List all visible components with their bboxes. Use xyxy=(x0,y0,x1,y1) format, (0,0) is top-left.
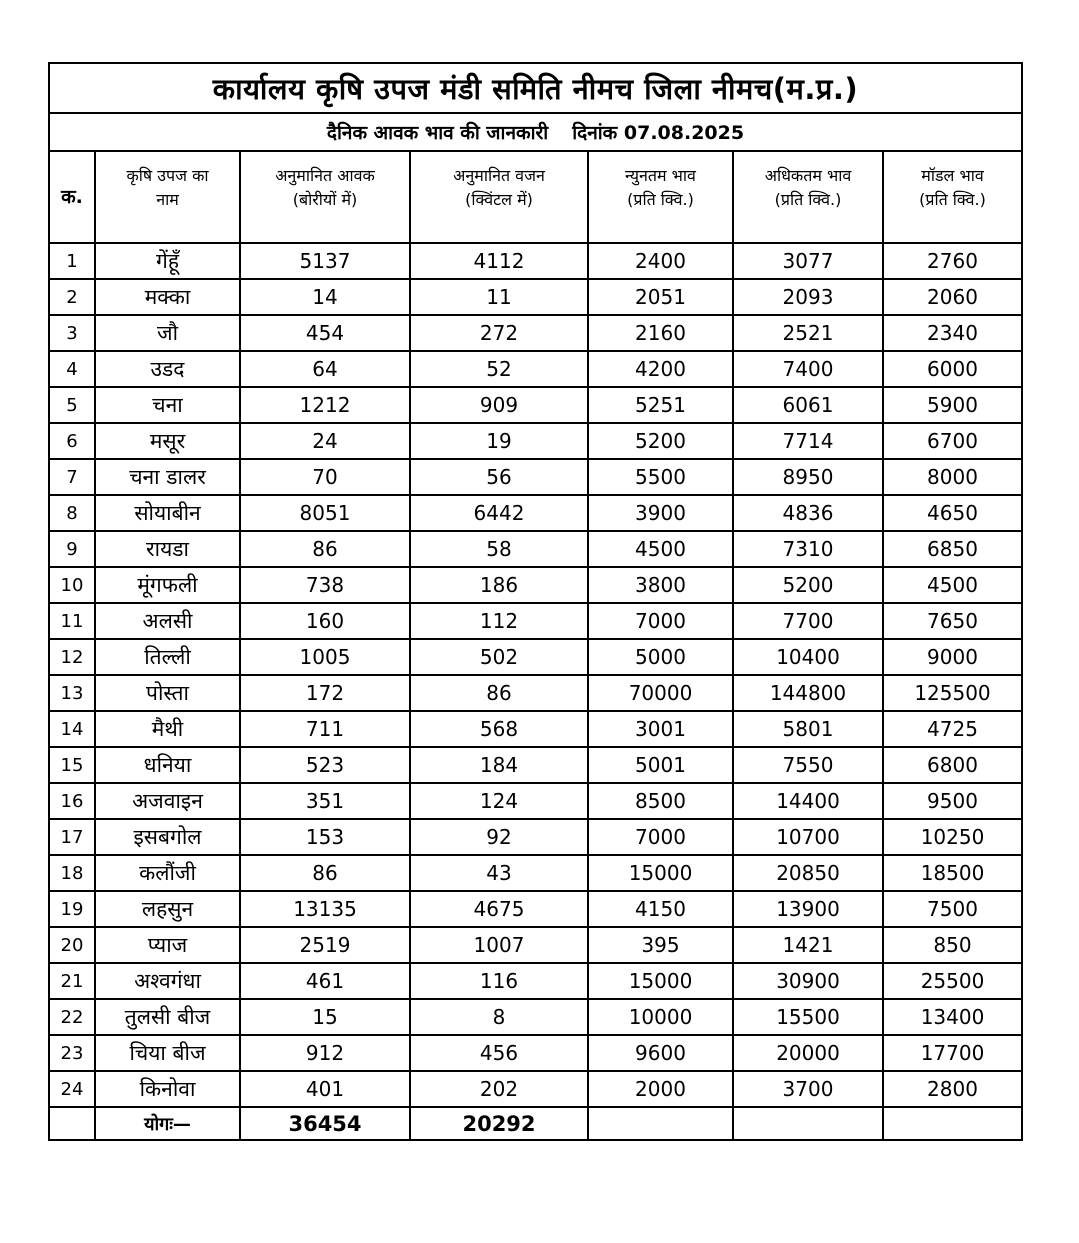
arrival-cell: 912 xyxy=(240,1035,410,1071)
min-price-cell: 5200 xyxy=(588,423,733,459)
header-serial: क. xyxy=(49,151,95,243)
modal-price-cell: 6850 xyxy=(883,531,1022,567)
crop-name-cell: रायडा xyxy=(95,531,240,567)
serial-cell: 10 xyxy=(49,567,95,603)
table-body xyxy=(49,243,1022,1107)
office-title: कार्यालय कृषि उपज मंडी समिति नीमच जिला नीमच(म.प्र.) xyxy=(49,63,1022,113)
header-modal-price: मॉडल भाव (प्रति क्वि.) xyxy=(883,151,1022,243)
table-row xyxy=(49,963,1022,999)
mandi-rate-sheet xyxy=(48,62,1021,1141)
max-price-cell: 7310 xyxy=(733,531,883,567)
arrival-cell: 160 xyxy=(240,603,410,639)
modal-price-cell: 4500 xyxy=(883,567,1022,603)
min-price-cell: 2160 xyxy=(588,315,733,351)
weight-cell: 112 xyxy=(410,603,588,639)
arrival-cell: 14 xyxy=(240,279,410,315)
arrival-cell: 351 xyxy=(240,783,410,819)
modal-price-cell: 4650 xyxy=(883,495,1022,531)
max-price-cell: 1421 xyxy=(733,927,883,963)
min-price-cell: 3800 xyxy=(588,567,733,603)
arrival-cell: 5137 xyxy=(240,243,410,279)
table-row xyxy=(49,603,1022,639)
crop-name-cell: चना xyxy=(95,387,240,423)
max-price-cell: 14400 xyxy=(733,783,883,819)
weight-cell: 456 xyxy=(410,1035,588,1071)
arrival-cell: 86 xyxy=(240,855,410,891)
weight-cell: 186 xyxy=(410,567,588,603)
weight-cell: 116 xyxy=(410,963,588,999)
crop-name-cell: अलसी xyxy=(95,603,240,639)
max-price-cell: 7700 xyxy=(733,603,883,639)
serial-cell: 14 xyxy=(49,711,95,747)
weight-cell: 8 xyxy=(410,999,588,1035)
weight-cell: 11 xyxy=(410,279,588,315)
table-row xyxy=(49,711,1022,747)
crop-name-cell: इसबगोल xyxy=(95,819,240,855)
crop-name-cell: पोस्ता xyxy=(95,675,240,711)
weight-cell: 202 xyxy=(410,1071,588,1107)
weight-cell: 909 xyxy=(410,387,588,423)
serial-cell: 18 xyxy=(49,855,95,891)
arrival-cell: 2519 xyxy=(240,927,410,963)
modal-price-cell: 5900 xyxy=(883,387,1022,423)
crop-name-cell: तिल्ली xyxy=(95,639,240,675)
table-row xyxy=(49,531,1022,567)
crop-name-cell: चना डालर xyxy=(95,459,240,495)
modal-price-cell: 6000 xyxy=(883,351,1022,387)
crop-name-cell: उडद xyxy=(95,351,240,387)
total-arrival: 36454 xyxy=(240,1107,410,1140)
min-price-cell: 70000 xyxy=(588,675,733,711)
arrival-cell: 70 xyxy=(240,459,410,495)
modal-price-cell: 17700 xyxy=(883,1035,1022,1071)
weight-cell: 6442 xyxy=(410,495,588,531)
table-row xyxy=(49,1035,1022,1071)
modal-price-cell: 9500 xyxy=(883,783,1022,819)
max-price-cell: 2093 xyxy=(733,279,883,315)
table-row xyxy=(49,387,1022,423)
table-row xyxy=(49,855,1022,891)
min-price-cell: 5000 xyxy=(588,639,733,675)
modal-price-cell: 2340 xyxy=(883,315,1022,351)
min-price-cell: 7000 xyxy=(588,819,733,855)
arrival-cell: 86 xyxy=(240,531,410,567)
arrival-cell: 711 xyxy=(240,711,410,747)
arrival-cell: 153 xyxy=(240,819,410,855)
rate-table xyxy=(48,62,1023,1141)
serial-cell: 22 xyxy=(49,999,95,1035)
total-label: योगः— xyxy=(95,1107,240,1140)
modal-price-cell: 13400 xyxy=(883,999,1022,1035)
min-price-cell: 15000 xyxy=(588,855,733,891)
table-row xyxy=(49,459,1022,495)
serial-cell: 7 xyxy=(49,459,95,495)
arrival-cell: 15 xyxy=(240,999,410,1035)
serial-cell: 9 xyxy=(49,531,95,567)
max-price-cell: 13900 xyxy=(733,891,883,927)
crop-name-cell: मसूर xyxy=(95,423,240,459)
modal-price-cell: 4725 xyxy=(883,711,1022,747)
max-price-cell: 20850 xyxy=(733,855,883,891)
min-price-cell: 10000 xyxy=(588,999,733,1035)
weight-cell: 52 xyxy=(410,351,588,387)
weight-cell: 4112 xyxy=(410,243,588,279)
crop-name-cell: अजवाइन xyxy=(95,783,240,819)
min-price-cell: 2051 xyxy=(588,279,733,315)
modal-price-cell: 7500 xyxy=(883,891,1022,927)
modal-price-cell: 6700 xyxy=(883,423,1022,459)
serial-cell: 20 xyxy=(49,927,95,963)
report-label: दैनिक आवक भाव की जानकारी xyxy=(326,122,549,144)
weight-cell: 58 xyxy=(410,531,588,567)
serial-cell: 11 xyxy=(49,603,95,639)
max-price-cell: 7400 xyxy=(733,351,883,387)
table-row xyxy=(49,927,1022,963)
min-price-cell: 7000 xyxy=(588,603,733,639)
min-price-cell: 9600 xyxy=(588,1035,733,1071)
arrival-cell: 1212 xyxy=(240,387,410,423)
crop-name-cell: मक्का xyxy=(95,279,240,315)
serial-cell: 2 xyxy=(49,279,95,315)
arrival-cell: 8051 xyxy=(240,495,410,531)
serial-cell: 1 xyxy=(49,243,95,279)
serial-cell: 16 xyxy=(49,783,95,819)
crop-name-cell: जौ xyxy=(95,315,240,351)
max-price-cell: 10700 xyxy=(733,819,883,855)
serial-cell: 19 xyxy=(49,891,95,927)
table-row xyxy=(49,243,1022,279)
min-price-cell: 3001 xyxy=(588,711,733,747)
table-row xyxy=(49,315,1022,351)
modal-price-cell: 2760 xyxy=(883,243,1022,279)
subtitle-row xyxy=(49,113,1022,151)
serial-cell: 8 xyxy=(49,495,95,531)
max-price-cell: 6061 xyxy=(733,387,883,423)
serial-cell: 15 xyxy=(49,747,95,783)
weight-cell: 272 xyxy=(410,315,588,351)
serial-cell: 6 xyxy=(49,423,95,459)
min-price-cell: 2400 xyxy=(588,243,733,279)
modal-price-cell: 6800 xyxy=(883,747,1022,783)
arrival-cell: 454 xyxy=(240,315,410,351)
serial-cell: 23 xyxy=(49,1035,95,1071)
modal-price-cell: 9000 xyxy=(883,639,1022,675)
serial-cell: 24 xyxy=(49,1071,95,1107)
report-subtitle xyxy=(49,113,1022,151)
modal-price-cell: 8000 xyxy=(883,459,1022,495)
crop-name-cell: धनिया xyxy=(95,747,240,783)
weight-cell: 568 xyxy=(410,711,588,747)
crop-name-cell: चिया बीज xyxy=(95,1035,240,1071)
table-row xyxy=(49,783,1022,819)
max-price-cell: 5200 xyxy=(733,567,883,603)
crop-name-cell: कलौंजी xyxy=(95,855,240,891)
weight-cell: 43 xyxy=(410,855,588,891)
serial-cell: 17 xyxy=(49,819,95,855)
crop-name-cell: तुलसी बीज xyxy=(95,999,240,1035)
max-price-cell: 4836 xyxy=(733,495,883,531)
min-price-cell: 5500 xyxy=(588,459,733,495)
table-row xyxy=(49,1071,1022,1107)
min-price-cell: 8500 xyxy=(588,783,733,819)
max-price-cell: 2521 xyxy=(733,315,883,351)
arrival-cell: 64 xyxy=(240,351,410,387)
serial-cell: 4 xyxy=(49,351,95,387)
serial-cell: 21 xyxy=(49,963,95,999)
table-row xyxy=(49,567,1022,603)
report-date: दिनांक 07.08.2025 xyxy=(572,122,745,144)
modal-price-cell: 25500 xyxy=(883,963,1022,999)
modal-price-cell: 125500 xyxy=(883,675,1022,711)
crop-name-cell: किनोवा xyxy=(95,1071,240,1107)
serial-cell: 3 xyxy=(49,315,95,351)
weight-cell: 502 xyxy=(410,639,588,675)
table-row xyxy=(49,747,1022,783)
arrival-cell: 738 xyxy=(240,567,410,603)
arrival-cell: 401 xyxy=(240,1071,410,1107)
weight-cell: 1007 xyxy=(410,927,588,963)
arrival-cell: 523 xyxy=(240,747,410,783)
table-row xyxy=(49,423,1022,459)
total-row xyxy=(49,1107,1022,1140)
serial-cell: 12 xyxy=(49,639,95,675)
arrival-cell: 1005 xyxy=(240,639,410,675)
table-row xyxy=(49,819,1022,855)
max-price-cell: 30900 xyxy=(733,963,883,999)
arrival-cell: 461 xyxy=(240,963,410,999)
max-price-cell: 144800 xyxy=(733,675,883,711)
crop-name-cell: मूंगफली xyxy=(95,567,240,603)
header-arrival: अनुमानित आवक (बोरीयों में) xyxy=(240,151,410,243)
crop-name-cell: मैथी xyxy=(95,711,240,747)
min-price-cell: 5251 xyxy=(588,387,733,423)
weight-cell: 184 xyxy=(410,747,588,783)
modal-price-cell: 10250 xyxy=(883,819,1022,855)
max-price-cell: 7550 xyxy=(733,747,883,783)
weight-cell: 56 xyxy=(410,459,588,495)
arrival-cell: 13135 xyxy=(240,891,410,927)
modal-price-cell: 850 xyxy=(883,927,1022,963)
weight-cell: 92 xyxy=(410,819,588,855)
table-row xyxy=(49,891,1022,927)
min-price-cell: 15000 xyxy=(588,963,733,999)
table-row xyxy=(49,999,1022,1035)
max-price-cell: 3077 xyxy=(733,243,883,279)
crop-name-cell: प्याज xyxy=(95,927,240,963)
max-price-cell: 7714 xyxy=(733,423,883,459)
serial-cell: 13 xyxy=(49,675,95,711)
total-empty-cell xyxy=(49,1107,95,1140)
max-price-cell: 3700 xyxy=(733,1071,883,1107)
crop-name-cell: अश्वगंधा xyxy=(95,963,240,999)
min-price-cell: 395 xyxy=(588,927,733,963)
weight-cell: 4675 xyxy=(410,891,588,927)
total-empty-cell xyxy=(588,1107,733,1140)
total-weight: 20292 xyxy=(410,1107,588,1140)
max-price-cell: 5801 xyxy=(733,711,883,747)
crop-name-cell: लहसुन xyxy=(95,891,240,927)
title-row xyxy=(49,63,1022,113)
modal-price-cell: 2060 xyxy=(883,279,1022,315)
modal-price-cell: 18500 xyxy=(883,855,1022,891)
table-row xyxy=(49,675,1022,711)
column-header-row xyxy=(49,151,1022,243)
max-price-cell: 8950 xyxy=(733,459,883,495)
weight-cell: 124 xyxy=(410,783,588,819)
table-row xyxy=(49,351,1022,387)
min-price-cell: 3900 xyxy=(588,495,733,531)
table-row xyxy=(49,639,1022,675)
header-weight: अनुमानित वजन (क्विंटल में) xyxy=(410,151,588,243)
min-price-cell: 4500 xyxy=(588,531,733,567)
min-price-cell: 2000 xyxy=(588,1071,733,1107)
modal-price-cell: 7650 xyxy=(883,603,1022,639)
crop-name-cell: सोयाबीन xyxy=(95,495,240,531)
table-row xyxy=(49,495,1022,531)
arrival-cell: 172 xyxy=(240,675,410,711)
arrival-cell: 24 xyxy=(240,423,410,459)
header-crop: कृषि उपज का नाम xyxy=(95,151,240,243)
max-price-cell: 15500 xyxy=(733,999,883,1035)
table-row xyxy=(49,279,1022,315)
weight-cell: 86 xyxy=(410,675,588,711)
total-empty-cell xyxy=(883,1107,1022,1140)
weight-cell: 19 xyxy=(410,423,588,459)
serial-cell: 5 xyxy=(49,387,95,423)
total-empty-cell xyxy=(733,1107,883,1140)
min-price-cell: 5001 xyxy=(588,747,733,783)
crop-name-cell: गेंहूँ xyxy=(95,243,240,279)
header-max-price: अधिकतम भाव (प्रति क्वि.) xyxy=(733,151,883,243)
min-price-cell: 4200 xyxy=(588,351,733,387)
min-price-cell: 4150 xyxy=(588,891,733,927)
max-price-cell: 10400 xyxy=(733,639,883,675)
max-price-cell: 20000 xyxy=(733,1035,883,1071)
modal-price-cell: 2800 xyxy=(883,1071,1022,1107)
header-min-price: न्युनतम भाव (प्रति क्वि.) xyxy=(588,151,733,243)
